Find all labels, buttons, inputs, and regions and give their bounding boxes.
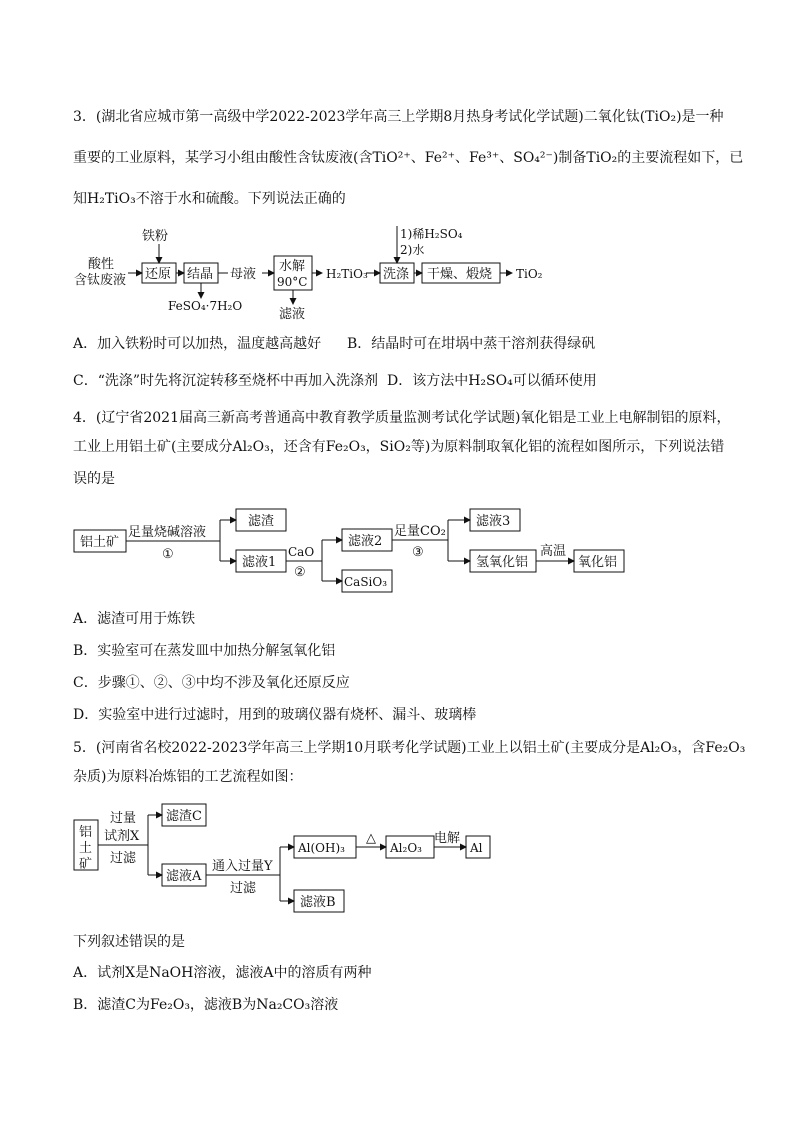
q3-crystal-box: 结晶 (187, 267, 214, 282)
q4-casio3-box: CaSiO₃ (344, 575, 388, 589)
q5-option-a: A．试剂X是NaOH溶液，滤液A中的溶质有两种 (73, 965, 372, 981)
q5-residue-c-box: 滤渣C (166, 809, 202, 824)
q5-flow-diagram (70, 798, 510, 918)
q4-co2-label: 足量CO₂ (394, 524, 446, 539)
q5-delta-label: △ (366, 831, 376, 846)
q5-ore-char-1: 铝 (79, 825, 93, 840)
q3-hydrolysis-box-2: 90°C (277, 275, 308, 289)
q4-step-2: ② (294, 565, 306, 580)
q3-filtrate-label: 滤液 (279, 307, 306, 322)
q4-flow-diagram (70, 500, 630, 600)
q3-reagent-1: 1)稀H₂SO₄ (400, 227, 463, 241)
q4-residue-box: 滤渣 (248, 514, 275, 529)
q3-dry-box: 干燥、煅烧 (427, 267, 493, 282)
q5-add-y-label: 通入过量Y (212, 859, 273, 874)
q5-filter2-label: 过滤 (230, 881, 257, 896)
q5-electrolysis-label: 电解 (434, 831, 461, 846)
q3-option-d: D．该方法中H₂SO₄可以循环使用 (387, 373, 597, 389)
q3-wash-box: 洗涤 (383, 267, 410, 282)
q4-aloh3-box: 氢氧化铝 (476, 555, 529, 570)
q3-iron-label: 铁粉 (142, 229, 169, 244)
q3-flow-diagram (70, 222, 570, 322)
q5-filtrate-b-box: 滤液B (300, 895, 336, 910)
q5-line-1: 5．(河南省名校2022-2023学年高三上学期10月联考化学试题)工业上以铝土矿(主要成分是Al₂O₃，含Fe₂O₃ (73, 740, 746, 756)
q3-line-3: 知H₂TiO₃不溶于水和硫酸。下列说法正确的 (73, 191, 346, 207)
q3-line-1: 3．(湖北省应城市第一高级中学2022-2023学年高三上学期8月热身考试化学试题)二氧化钛(TiO₂)是一种 (73, 109, 724, 125)
q4-step-1: ① (162, 547, 174, 562)
q4-filtrate2-box: 滤液2 (348, 534, 383, 549)
q4-filtrate3-box: 滤液3 (476, 514, 511, 529)
q4-line-2: 工业上用铝土矿(主要成分Al₂O₃，还含有Fe₂O₃，SiO₂等)为原料制取氧化铝的流程如图所示，下列说法错 (73, 439, 725, 455)
q3-line-2: 重要的工业原料，某学习小组由酸性含钛废液(含TiO²⁺、Fe²⁺、Fe³⁺、SO₄²⁻)制备TiO₂的主要流程如下，已 (73, 150, 744, 166)
q4-heat-label: 高温 (540, 544, 567, 559)
q3-option-c: C．“洗涤”时先将沉淀转移至烧杯中再加入洗涤剂 (73, 373, 379, 389)
q3-feso4-label: FeSO₄·7H₂O (168, 299, 243, 313)
q4-al2o3-box: 氧化铝 (578, 555, 618, 570)
q3-mother-liquor: 母液 (230, 267, 257, 282)
q4-option-a: A．滤渣可用于炼铁 (73, 611, 196, 627)
q4-ore-box: 铝土矿 (80, 535, 120, 550)
q5-filtrate-a-box: 滤液A (166, 869, 202, 884)
q3-option-b: B．结晶时可在坩埚中蒸干溶剂获得绿矾 (347, 336, 596, 352)
q3-h2tio3-label: H₂TiO₃ (326, 267, 368, 281)
q5-ore-char-3: 矿 (79, 857, 93, 872)
q3-reagent-2: 2)水 (400, 243, 425, 257)
q3-reduce-box: 还原 (145, 267, 172, 282)
q4-line-1: 4．(辽宁省2021届高三新高考普通高中教育教学质量监测考试化学试题)氧化铝是工业上电解制铝的原料， (73, 410, 731, 426)
q3-start-label-2: 含钛废液 (74, 273, 127, 288)
q4-line-3: 误的是 (73, 471, 115, 487)
q5-excess-label: 过量 (110, 811, 137, 826)
q4-option-b: B．实验室可在蒸发皿中加热分解氢氧化铝 (73, 643, 336, 659)
q4-option-d: D．实验室中进行过滤时，用到的玻璃仪器有烧杯、漏斗、玻璃棒 (73, 707, 477, 723)
q5-aloh3-box: Al(OH)₃ (298, 841, 345, 855)
q5-al2o3-box: Al₂O₃ (390, 841, 422, 855)
q4-filtrate1-box: 滤液1 (242, 555, 277, 570)
q3-tio2-label: TiO₂ (516, 267, 543, 281)
q3-option-a: A．加入铁粉时可以加热，温度越高越好 (73, 336, 322, 352)
q4-option-c: C．步骤①、②、③中均不涉及氧化还原反应 (73, 675, 350, 691)
q4-step-3: ③ (412, 545, 424, 560)
q5-reagent-x-label: 试剂X (104, 829, 140, 844)
q5-stem: 下列叙述错误的是 (73, 934, 185, 950)
q4-naoh-label: 足量烧碱溶液 (128, 525, 207, 540)
q5-line-2: 杂质)为原料冶炼铝的工艺流程如图： (73, 769, 303, 785)
q3-start-label-1: 酸性 (88, 257, 115, 272)
q4-cao-label: CaO (288, 545, 315, 559)
q3-hydrolysis-box-1: 水解 (279, 259, 306, 274)
q5-ore-char-2: 土 (79, 841, 93, 856)
q5-filter1-label: 过滤 (110, 851, 137, 866)
q5-al-box: Al (470, 841, 483, 855)
q5-option-b: B．滤渣C为Fe₂O₃，滤液B为Na₂CO₃溶液 (73, 997, 339, 1013)
